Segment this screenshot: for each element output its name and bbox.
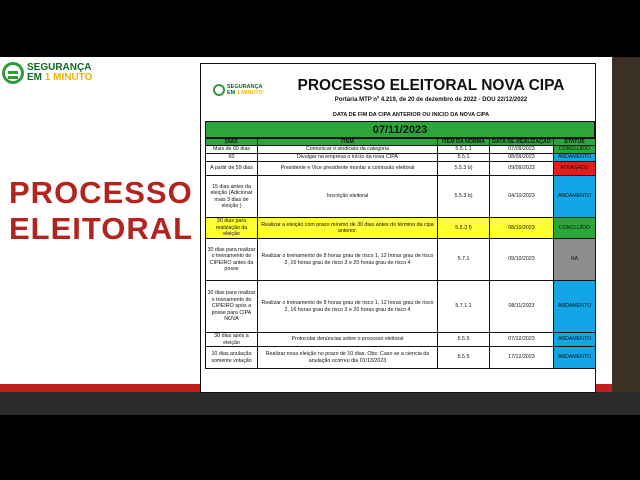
logo-line2: EM 1 MINUTO bbox=[27, 72, 93, 83]
cell-dias: 60 bbox=[206, 154, 258, 162]
cell-status: NA bbox=[554, 239, 596, 281]
header-item: ITEM bbox=[258, 139, 438, 146]
cell-item: Realizar o treinamento de 8 horas grau de risco 1, 12 horas grau de risco 2, 16 horas grau de risco 3 e 20 horas grau de risco 4 bbox=[258, 281, 438, 333]
cell-data: 04/10/2023 bbox=[490, 176, 554, 218]
cell-status: ATRASADO bbox=[554, 162, 596, 176]
cell-norma: 5.5.3 f) bbox=[438, 218, 490, 239]
table-row bbox=[206, 146, 596, 154]
cell-dias: 30 dias para realizar o treinamento do CIPEIRO antes da posse bbox=[206, 239, 258, 281]
document-title: PROCESSO ELEITORAL NOVA CIPA bbox=[297, 77, 565, 94]
table-row bbox=[206, 154, 596, 162]
header-norma: ITEM DA NORMA bbox=[438, 139, 490, 146]
cell-item: Protocolar denúncias sobre o processo eleitoral bbox=[258, 333, 438, 347]
cell-norma: 5.7.1.1 bbox=[438, 281, 490, 333]
table-row bbox=[206, 281, 596, 333]
cell-item: Realizar o treinamento de 8 horas grau de risco 1, 12 horas grau de risco 2, 16 horas grau de risco 3 e 20 horas grau de risco 4 bbox=[258, 239, 438, 281]
date-bar: 07/11/2023 bbox=[205, 121, 595, 138]
cell-item: Divulgar na empresa o início da nova CIPA bbox=[258, 154, 438, 162]
document-logo-icon bbox=[213, 84, 225, 96]
cell-dias: A partir de 59 dias bbox=[206, 162, 258, 176]
cell-dias: 30 dias para realização da eleição bbox=[206, 218, 258, 239]
cell-status: ANDAMENTO bbox=[554, 281, 596, 333]
header-data: DATA DE REALIZAÇÃO bbox=[490, 139, 554, 146]
logo-line1: SEGURANÇA bbox=[27, 62, 92, 73]
cell-norma: 5.5.5 bbox=[438, 347, 490, 369]
cell-status: CONCLUÍDO bbox=[554, 146, 596, 154]
cell-data: 07/09/2023 bbox=[490, 146, 554, 154]
cell-dias: 30 dias para realizar o treinamento do CIPEIRO após a posse para CIPA NOVA bbox=[206, 281, 258, 333]
header-status: STATUS bbox=[554, 139, 596, 146]
document-logo bbox=[213, 84, 263, 96]
table-header-row bbox=[206, 139, 596, 146]
document-subtitle: Portaria MTP nº 4.219, de 20 de dezembro de 2022 - DOU 22/12/2022 bbox=[334, 97, 528, 103]
cell-data: 17/12/2023 bbox=[490, 347, 554, 369]
cell-status: ANDAMENTO bbox=[554, 333, 596, 347]
table-row bbox=[206, 176, 596, 218]
header-dias: DIAS bbox=[206, 139, 258, 146]
cell-status: CONCLUÍDO bbox=[554, 218, 596, 239]
cell-status: ANDAMENTO bbox=[554, 154, 596, 162]
cell-dias: Mais de 60 dias bbox=[206, 146, 258, 154]
cell-dias: 30 dias após a eleição bbox=[206, 333, 258, 347]
right-edge-background bbox=[612, 57, 640, 392]
cell-status: ANDAMENTO bbox=[554, 176, 596, 218]
logo-icon bbox=[2, 62, 24, 84]
cell-item: Comunicar o sindicato da categoria bbox=[258, 146, 438, 154]
cell-norma: 5.5.3 b) bbox=[438, 176, 490, 218]
cell-norma: 5.5.3 b) bbox=[438, 162, 490, 176]
table-row bbox=[206, 347, 596, 369]
cell-norma: 5.7.1 bbox=[438, 239, 490, 281]
cell-norma: 5.5.1 bbox=[438, 154, 490, 162]
cell-data: 08/11/2023 bbox=[490, 281, 554, 333]
cell-dias: 15 dias antes da eleição (Adicionar mais 3 dias de eleição ) bbox=[206, 176, 258, 218]
slide-title-line1: PROCESSO bbox=[9, 175, 193, 210]
document-logo-line2: EM 1 MINUTO bbox=[227, 90, 263, 96]
slide-title-line2: ELEITORAL bbox=[9, 211, 194, 246]
cell-dias: 10 dias anulação somente votação bbox=[206, 347, 258, 369]
table-row bbox=[206, 239, 596, 281]
cell-item: Presidente e Vice presidente montar a comissão eleitoral bbox=[258, 162, 438, 176]
cell-item: Inscrição eleitoral bbox=[258, 176, 438, 218]
cell-norma: 5.5.1.1 bbox=[438, 146, 490, 154]
cell-item: Realizar a eleição com prazo mínimo de 30 dias antes do término da cipa anterior. bbox=[258, 218, 438, 239]
cell-status: ANDAMENTO bbox=[554, 347, 596, 369]
cell-data: 09/10/2023 bbox=[490, 239, 554, 281]
cell-data: 08/09/2023 bbox=[490, 154, 554, 162]
table-row bbox=[206, 162, 596, 176]
cell-data: 09/09/2023 bbox=[490, 162, 554, 176]
cell-norma: 5.5.5 bbox=[438, 333, 490, 347]
table-row bbox=[206, 333, 596, 347]
cell-item: Realizar nova eleição no prazo de 10 dias. Obs: Caso se a ciencia da anulação ocorreu dia 01/13/2023 bbox=[258, 347, 438, 369]
document-sheet bbox=[200, 63, 596, 393]
document-logo-line1: SEGURANÇA bbox=[227, 84, 263, 90]
document-note: DATA DE FIM DA CIPA ANTERIOR OU INICIO DA NOVA CIPA bbox=[332, 112, 490, 118]
brand-logo bbox=[2, 62, 92, 84]
bottom-dark-band bbox=[0, 392, 640, 415]
schedule-table bbox=[205, 138, 596, 369]
table-row bbox=[206, 218, 596, 239]
cell-data: 07/12/2023 bbox=[490, 333, 554, 347]
cell-data: 08/10/2023 bbox=[490, 218, 554, 239]
slide-title bbox=[9, 175, 193, 247]
